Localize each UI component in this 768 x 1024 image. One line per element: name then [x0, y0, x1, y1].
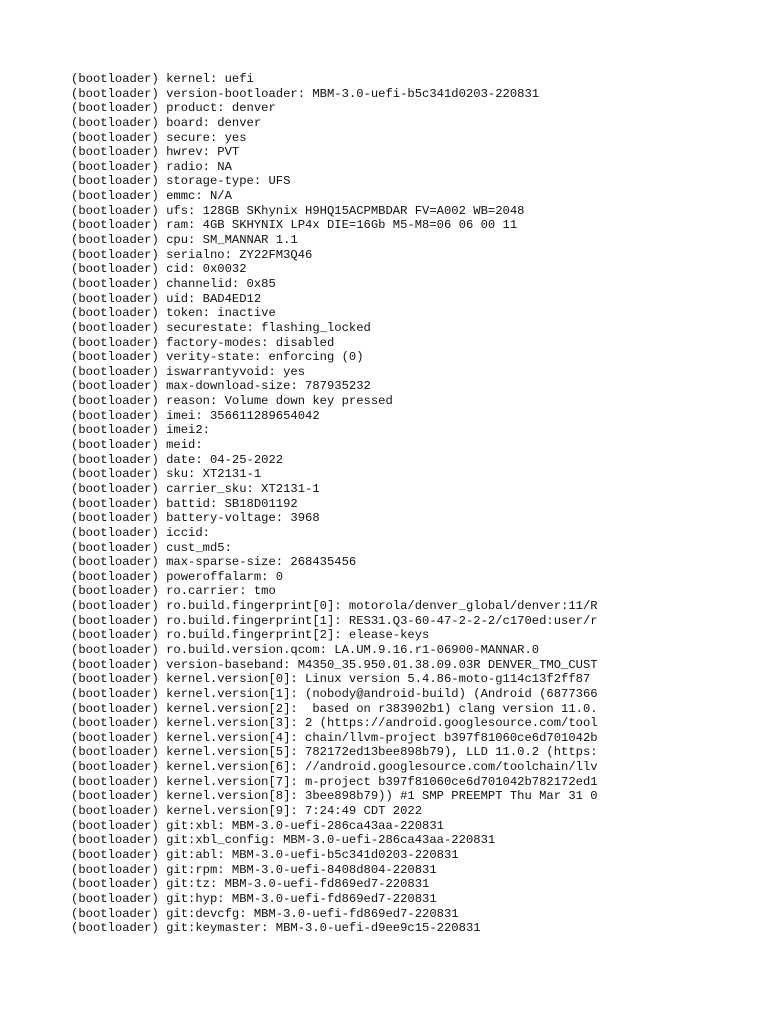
- log-line: (bootloader) kernel.version[9]: 7:24:49 CDT 2022: [71, 804, 423, 819]
- log-line: (bootloader) product: denver: [71, 101, 276, 116]
- log-line: (bootloader) meid:: [71, 438, 203, 453]
- log-line: (bootloader) cust_md5:: [71, 540, 232, 555]
- log-line: (bootloader) git:rpm: MBM-3.0-uefi-8408d804-220831: [71, 862, 437, 877]
- log-line: (bootloader) git:xbl: MBM-3.0-uefi-286ca43aa-220831: [71, 818, 444, 833]
- log-line: (bootloader) poweroffalarm: 0: [71, 569, 284, 584]
- log-line: (bootloader) kernel.version[8]: 3bee898b79)) #1 SMP PREEMPT Thu Mar 31 0: [71, 789, 598, 804]
- log-line: (bootloader) iccid:: [71, 525, 210, 540]
- log-line: (bootloader) uid: BAD4ED12: [71, 291, 262, 306]
- bootloader-variable-list: [71, 72, 768, 936]
- log-line: (bootloader) git:abl: MBM-3.0-uefi-b5c341d0203-220831: [71, 847, 459, 862]
- log-line: (bootloader) board: denver: [71, 115, 262, 130]
- log-line: (bootloader) version-bootloader: MBM-3.0-uefi-b5c341d0203-220831: [71, 86, 540, 101]
- log-line: (bootloader) kernel.version[3]: 2 (https://android.googlesource.com/tool: [71, 716, 598, 731]
- log-line: (bootloader) cpu: SM_MANNAR 1.1: [71, 233, 298, 248]
- log-line: (bootloader) ram: 4GB SKHYNIX LP4x DIE=16Gb M5-M8=06 06 00 11: [71, 218, 518, 233]
- log-line: (bootloader) kernel: uefi: [71, 72, 254, 86]
- log-line: (bootloader) battid: SB18D01192: [71, 496, 298, 511]
- log-line: (bootloader) storage-type: UFS: [71, 174, 291, 189]
- log-line: (bootloader) ro.build.fingerprint[2]: elease-keys: [71, 628, 430, 643]
- log-line: (bootloader) git:hyp: MBM-3.0-uefi-fd869ed7-220831: [71, 891, 437, 906]
- log-line: (bootloader) version-baseband: M4350_35.950.01.38.09.03R DENVER_TMO_CUST: [71, 657, 598, 672]
- log-line: (bootloader) securestate: flashing_locked: [71, 320, 371, 335]
- log-line: (bootloader) kernel.version[2]: based on r383902b1) clang version 11.0.: [71, 701, 598, 716]
- log-line: (bootloader) sku: XT2131-1: [71, 467, 262, 482]
- log-line: (bootloader) emmc: N/A: [71, 189, 232, 204]
- log-line: (bootloader) kernel.version[4]: chain/llvm-project b397f81060ce6d701042b: [71, 730, 598, 745]
- log-line: (bootloader) kernel.version[6]: //android.googlesource.com/toolchain/llv: [71, 760, 598, 775]
- log-line: (bootloader) carrier_sku: XT2131-1: [71, 481, 320, 496]
- log-line: (bootloader) max-download-size: 787935232: [71, 379, 371, 394]
- log-line: (bootloader) serialno: ZY22FM3Q46: [71, 247, 313, 262]
- log-line: (bootloader) battery-voltage: 3968: [71, 511, 320, 526]
- log-line: (bootloader) git:tz: MBM-3.0-uefi-fd869ed7-220831: [71, 877, 430, 892]
- log-line: (bootloader) date: 04-25-2022: [71, 452, 284, 467]
- log-line: (bootloader) ro.build.fingerprint[1]: RES31.Q3-60-47-2-2-2/c170ed:user/r: [71, 613, 598, 628]
- log-line: (bootloader) radio: NA: [71, 159, 232, 174]
- log-line: (bootloader) token: inactive: [71, 306, 276, 321]
- log-line: (bootloader) iswarrantyvoid: yes: [71, 364, 306, 379]
- log-line: (bootloader) reason: Volume down key pressed: [71, 394, 393, 409]
- log-line: (bootloader) ufs: 128GB SKhynix H9HQ15ACPMBDAR FV=A002 WB=2048: [71, 203, 525, 218]
- log-line: (bootloader) ro.carrier: tmo: [71, 584, 276, 599]
- log-line: (bootloader) factory-modes: disabled: [71, 335, 335, 350]
- log-line: (bootloader) git:xbl_config: MBM-3.0-uefi-286ca43aa-220831: [71, 833, 496, 848]
- log-line: (bootloader) kernel.version[0]: Linux version 5.4.86-moto-g114c13f2ff87: [71, 672, 591, 687]
- log-line: (bootloader) git:devcfg: MBM-3.0-uefi-fd869ed7-220831: [71, 906, 459, 921]
- log-line: (bootloader) max-sparse-size: 268435456: [71, 555, 357, 570]
- log-line: (bootloader) secure: yes: [71, 130, 247, 145]
- log-line: (bootloader) imei: 356611289654042: [71, 408, 320, 423]
- log-line: (bootloader) channelid: 0x85: [71, 276, 276, 291]
- log-line: (bootloader) imei2:: [71, 423, 210, 438]
- log-line: (bootloader) cid: 0x0032: [71, 262, 247, 277]
- log-line: (bootloader) kernel.version[7]: m-project b397f81060ce6d701042b782172ed1: [71, 774, 598, 789]
- log-line: (bootloader) git:keymaster: MBM-3.0-uefi-d9ee9c15-220831: [71, 921, 481, 936]
- log-line: (bootloader) kernel.version[5]: 782172ed13bee898b79), LLD 11.0.2 (https:: [71, 745, 598, 760]
- log-line: (bootloader) hwrev: PVT: [71, 145, 240, 160]
- log-line: (bootloader) kernel.version[1]: (nobody@android-build) (Android (6877366: [71, 686, 598, 701]
- log-line: (bootloader) ro.build.fingerprint[0]: motorola/denver_global/denver:11/R: [71, 599, 598, 614]
- log-line: (bootloader) verity-state: enforcing (0): [71, 350, 364, 365]
- log-line: (bootloader) ro.build.version.qcom: LA.UM.9.16.r1-06900-MANNAR.0: [71, 642, 540, 657]
